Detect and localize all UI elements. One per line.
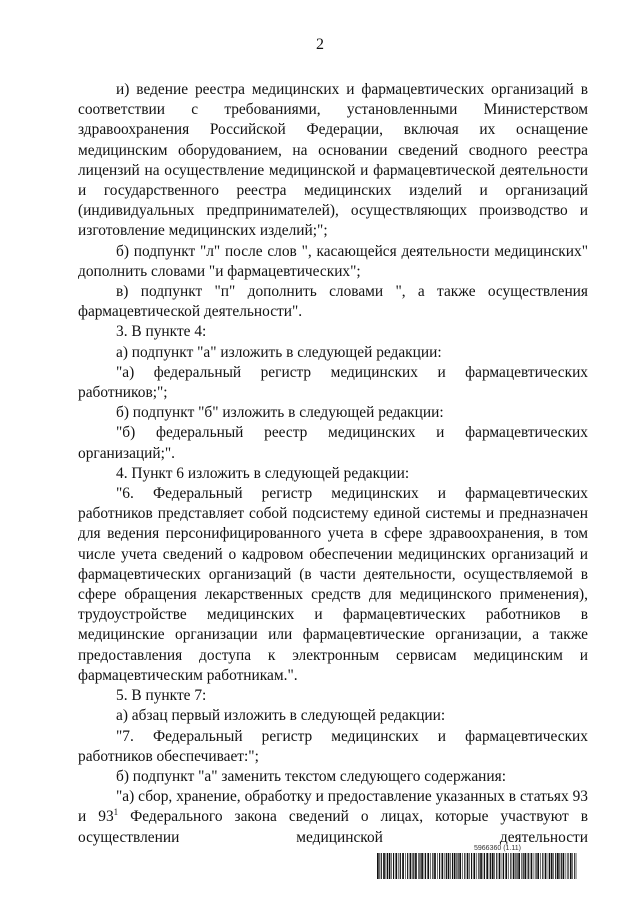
barcode-bar [513,853,515,879]
barcode-bar [527,853,528,879]
paragraph: и) ведение реестра медицинских и фармацевтических организаций в соответствии с требованиями, установленными Министерством здравоохранения Российской Федерации, включая их оснащение медицинским оборудованием, на основании сведений сводного реестра лицензий на осуществление медицинской и фармацевтической деятельности и государственного реестра медицинских изделий и организаций (индивидуальных предпринимателей), осуществляющих производство и изготовление медицинских изделий;"; [78,81,588,240]
barcode-bar [413,853,414,879]
barcode-bar [476,853,477,879]
paragraph: а) абзац первый изложить в следующей редакции: [116,707,446,725]
barcode-bar [483,853,484,879]
barcode-bar [452,853,453,879]
barcode-bar [480,853,482,879]
barcode-bar [478,853,479,879]
paragraph: "6. Федеральный регистр медицинских и фармацевтических работников представляет собой подсистему единой системы и предназначен для ведения персонифицированного учета в сфере здравоохранения, в том числе учета сведений о кадровом обеспечении медицинских организаций и фармацевтических организаций (в части деятельности, осуществляемой в сфере обращения лекарственных средств для медицинского применения), трудоустройстве медицинских и фармацевтических работников в медицинские организации или фармацевтические организации, а также предоставления доступа к электронным сервисам медицинским и фармацевтическим работникам.". [78,485,588,684]
barcode-bar [400,853,401,879]
paragraph-text: "а) сбор, хранение, обработку и предоставление указанных в статьях 93 и 93 [78,788,588,826]
barcode-bar [434,853,436,879]
barcode-bar [555,853,556,879]
barcode-bar [537,853,539,879]
barcode-bar [528,853,529,879]
barcode-bar [551,853,553,879]
paragraph: б) подпункт "б" изложить в следующей редакции: [116,404,444,422]
barcode-bar [494,853,495,879]
barcode-bar [496,853,497,879]
barcode-bar [427,853,429,879]
barcode-bar [549,853,550,879]
paragraph: 5. В пункте 7: [116,687,207,705]
paragraph: 3. В пункте 4: [116,323,207,341]
paragraph: в) подпункт "п" дополнить словами ", а также осуществления фармацевтической деятельности". [78,283,588,321]
barcode-bar [486,853,488,879]
barcode-bar [505,853,507,879]
document-body [78,80,588,848]
paragraph: б) подпункт "а" заменить текстом следующего содержания: [116,767,506,785]
barcode-bar [563,853,565,879]
barcode-bar [377,853,379,879]
barcode-bar [502,853,503,879]
barcode-bar [572,853,573,879]
barcode-bar [379,853,380,879]
barcode-bar [521,853,522,879]
barcode-bar [391,853,392,879]
barcode-bar [464,853,465,879]
barcode-bar [561,853,562,879]
barcode-bar [510,853,511,879]
barcode-bar [458,853,459,879]
paragraph: "а) федеральный регистр медицинских и фармацевтических работников;"; [78,363,588,402]
barcode-bar [402,853,404,879]
barcode-bar [534,853,535,879]
barcode-bar [566,853,567,879]
barcode-bar [454,853,456,879]
document-stamp: 5966360 (1.11) [474,845,521,852]
barcode-bar [553,853,554,879]
paragraph-continued [78,787,588,848]
paragraph: "7. Федеральный регистр медицинских и фармацевтических работников обеспечивает:"; [78,727,588,765]
barcode-bar [432,853,433,879]
barcode-bar [557,853,559,879]
barcode-bar [442,853,444,879]
barcode-bar [523,853,524,879]
barcode-bar [425,853,426,879]
paragraph: 4. Пункт 6 изложить в следующей редакции: [116,464,410,482]
barcode-bar [536,853,537,879]
barcode-bar [387,853,388,879]
barcode-bar [445,853,446,879]
barcode-bar [437,853,438,879]
barcode-bar [386,853,387,879]
barcode-bar [542,853,543,879]
paragraph: б) подпункт "л" после слов ", касающейся деятельности медицинских" дополнить словами "и фармацевтических"; [78,242,588,280]
barcode-bar [459,853,461,879]
barcode-bar [503,853,504,879]
paragraph: "б) федеральный реестр медицинских и фармацевтических организаций;". [78,424,588,462]
barcode-bar [508,853,509,879]
barcode-bar [446,853,447,879]
barcode-bar [524,853,526,879]
barcode-bar [405,853,406,879]
barcode-bar [545,853,547,879]
barcode-bar [518,853,520,879]
barcode [377,853,577,879]
barcode-bar [410,853,412,879]
barcode-bar [567,853,568,879]
barcode-bar [462,853,463,879]
barcode-bar [559,853,560,879]
barcode-bar [490,853,491,879]
barcode-bar [393,853,394,879]
barcode-bar [471,853,472,879]
barcode-bar [489,853,490,879]
barcode-bar [531,853,533,879]
barcode-bar [516,853,517,879]
barcode-bar [540,853,541,879]
barcode-bar [419,853,420,879]
superscript: 1 [113,807,119,818]
barcode-bar [548,853,549,879]
barcode-bar [570,853,572,879]
barcode-bar [415,853,417,879]
barcode-bar [467,853,469,879]
barcode-bar [395,853,397,879]
barcode-bar [418,853,419,879]
barcode-bar [484,853,485,879]
page-number: 2 [316,36,324,53]
barcode-bar [381,853,382,879]
barcode-bar [389,853,391,879]
barcode-bar [499,853,501,879]
barcode-bar [421,853,423,879]
barcode-bar [450,853,451,879]
barcode-bar [574,853,575,879]
barcode-bar [473,853,475,879]
barcode-bar [407,853,408,879]
barcode-bar [469,853,470,879]
barcode-bar [448,853,450,879]
barcode-bar [398,853,399,879]
barcode-bar [430,853,431,879]
barcode-bar [383,853,385,879]
barcode-bar [424,853,425,879]
paragraph-text: Федерального закона сведений о лицах, которые участвуют в осуществлении медицинской деятельности [78,808,588,846]
barcode-bar [456,853,457,879]
barcode-bar [412,853,413,879]
barcode-bar [492,853,494,879]
paragraph: а) подпункт "а" изложить в следующей редакции: [116,343,442,361]
barcode-bar [439,853,440,879]
barcode-bar [515,853,516,879]
